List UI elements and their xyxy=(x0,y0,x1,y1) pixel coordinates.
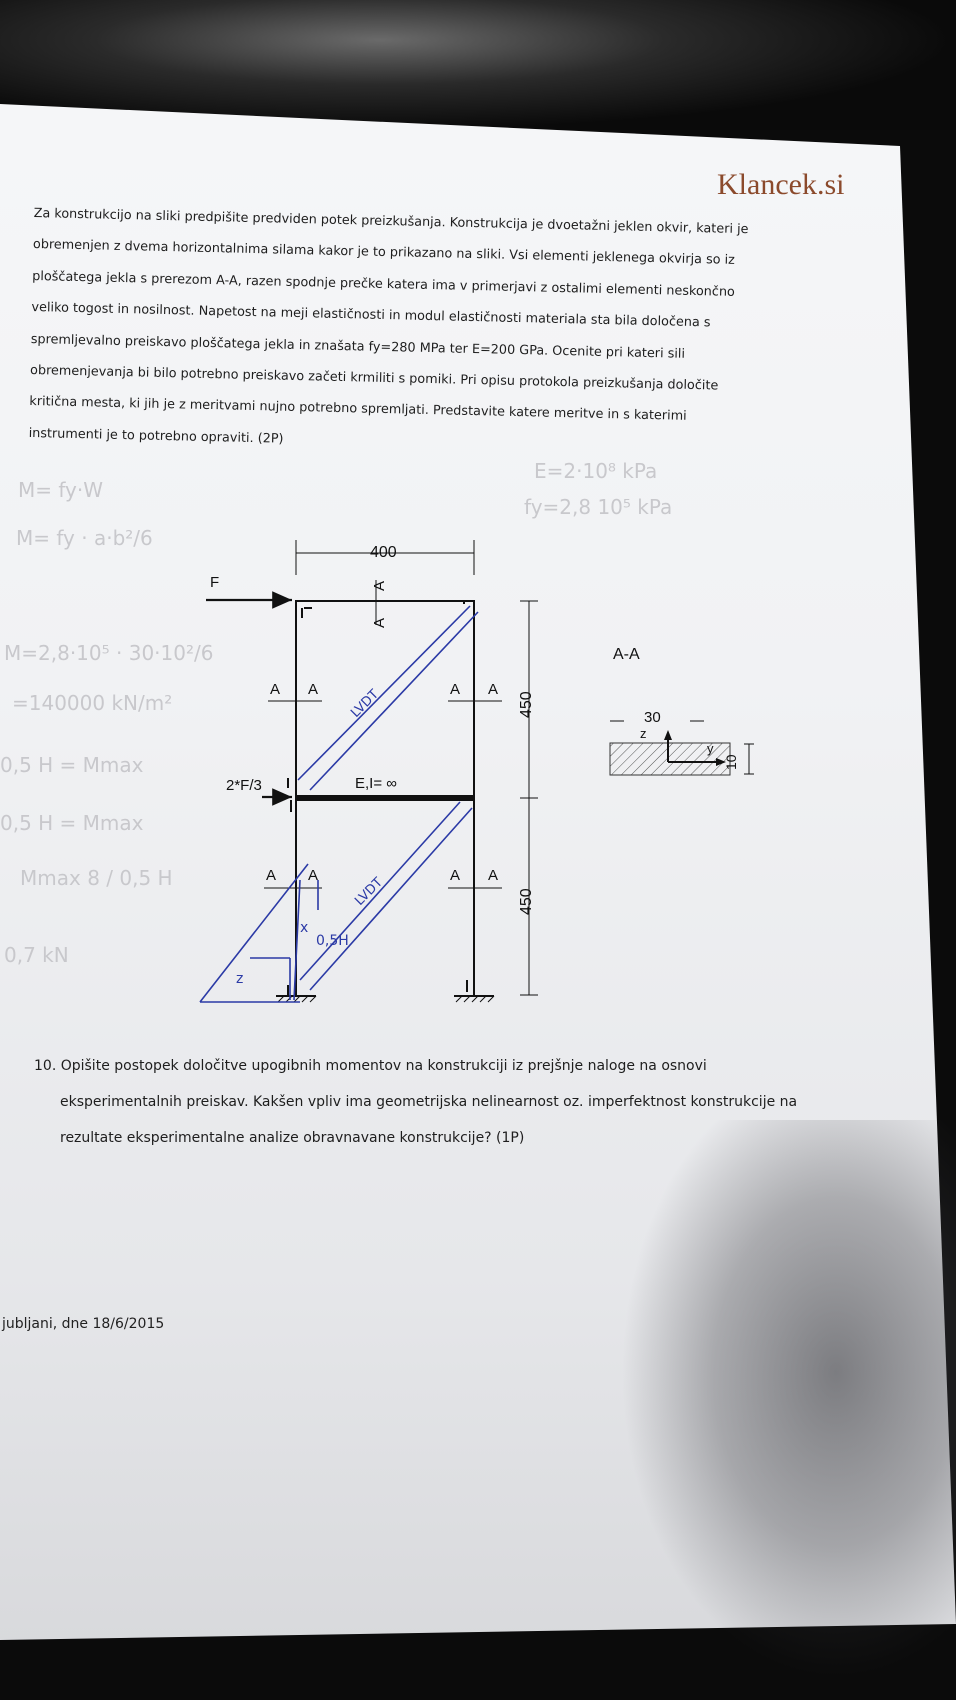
section-thickness-dim xyxy=(744,744,754,774)
question-10-line: eksperimentalnih preiskav. Kakšen vpliv ima geometrijska nelinearnost oz. imperfektnost konstrukcije na xyxy=(60,1094,798,1110)
section-marks xyxy=(266,581,498,884)
pencil-formula: =140000 kN/m² xyxy=(12,691,173,715)
section-mark: A xyxy=(308,681,319,698)
sketch-x: x xyxy=(300,920,309,936)
section-mark-top: A xyxy=(371,617,388,628)
section-mark-top: A xyxy=(371,580,388,591)
task-line: Za konstrukcijo na sliki predpišite predviden potek preizkušanja. Konstrukcija je dvoetažni jeklen okvir, kateri je xyxy=(33,205,749,238)
top-load-label: F xyxy=(210,574,220,591)
date-line: jubljani, dne 18/6/2015 xyxy=(2,1316,165,1332)
pencil-formula: M= fy · a·b²/6 xyxy=(16,526,153,550)
lvdt-diagonal-upper xyxy=(298,606,470,780)
task-line: spremljevalno preiskavo ploščatega jekla in znašata fy=280 MPa ter E=200 GPa. Ocenite pri kateri sili xyxy=(30,331,686,362)
section-mark: A xyxy=(266,867,277,884)
task-line: instrumenti je to potrebno opraviti. (2P) xyxy=(28,425,284,447)
task-line: obremenjevanja bi bilo potrebno preiskavo začeti krmiliti s pomiki. Pri opisu protokola preizkušanja določite xyxy=(29,362,719,394)
section-title: A-A xyxy=(613,646,640,663)
question-10-line: rezultate eksperimentalne analize obravnavane konstrukcije? (1P) xyxy=(60,1130,525,1146)
pencil-formula: M= fy·W xyxy=(18,478,104,502)
pencil-notes xyxy=(0,459,672,967)
beam-label: E,I= ∞ xyxy=(355,775,397,792)
task-line: kritična mesta, ki jih je z meritvami nujno potrebno spremljati. Predstavite katere meritve in s katerimi xyxy=(29,394,687,425)
section-mark: A xyxy=(488,681,499,698)
section-mark: A xyxy=(270,681,281,698)
section-mark: A xyxy=(450,681,461,698)
section-width-label: 30 xyxy=(644,709,661,726)
handwritten-labels xyxy=(236,687,386,987)
mid-load-label: 2*F/3 xyxy=(226,777,262,794)
pencil-formula: 0,5 H = Mmax xyxy=(0,753,144,777)
dim-lower-height-label: 450 xyxy=(518,888,535,915)
axis-z-label: z xyxy=(640,726,647,741)
pencil-e-value: E=2·10⁸ kPa xyxy=(534,459,658,483)
question-number: 10. xyxy=(34,1058,57,1074)
lvdt-diagonal-lower xyxy=(310,808,472,990)
question-10 xyxy=(34,1048,894,1156)
question-10-line xyxy=(34,1048,894,1084)
section-mark: A xyxy=(308,867,319,884)
site-logo: Klancek.si xyxy=(717,168,845,201)
frame-structure xyxy=(276,600,494,1002)
question-10-text: Opišite postopek določitve upogibnih momentov na konstrukciji iz prejšnje naloge na osnovi xyxy=(60,1058,707,1074)
load-arrows xyxy=(206,574,397,797)
dim-width-label: 400 xyxy=(370,544,397,561)
pencil-formula: M=2,8·10⁵ · 30·10²/6 xyxy=(4,641,214,665)
pencil-fy-value: fy=2,8 10⁵ kPa xyxy=(524,495,673,519)
lvdt-label: LVDT xyxy=(352,875,386,909)
task-line: ploščatega jekla s prerezom A-A, razen spodnje prečke katera ima v primerjavi z ostalimi elementi neskončno xyxy=(32,268,736,300)
lvdt-label: LVDT xyxy=(348,687,382,721)
pencil-formula: 0,5 H = Mmax xyxy=(0,811,144,835)
pencil-formula: 0,7 kN xyxy=(4,943,69,967)
task-line: obremenjen z dvema horizontalnima silama kakor je to prikazano na sliki. Vsi elementi jeklenega okvirja so iz xyxy=(32,237,736,269)
background-dark xyxy=(0,0,956,130)
axis-y-label: y xyxy=(707,741,714,756)
task-text xyxy=(28,198,833,467)
section-mark: A xyxy=(488,867,499,884)
sketch-z: z xyxy=(236,971,244,987)
frame-figure xyxy=(0,440,956,1020)
dim-upper-height-label: 450 xyxy=(518,691,535,718)
cross-section xyxy=(610,646,754,775)
force-label: 0,5H xyxy=(316,933,349,949)
section-mark: A xyxy=(450,867,461,884)
task-line: veliko togost in nosilnost. Napetost na meji elastičnosti in modul elastičnosti materiala sta bila določena s xyxy=(31,300,711,331)
pencil-formula: Mmax 8 / 0,5 H xyxy=(20,866,173,890)
hand-shadow xyxy=(620,1120,956,1680)
section-thickness-label: 10 xyxy=(723,754,739,770)
